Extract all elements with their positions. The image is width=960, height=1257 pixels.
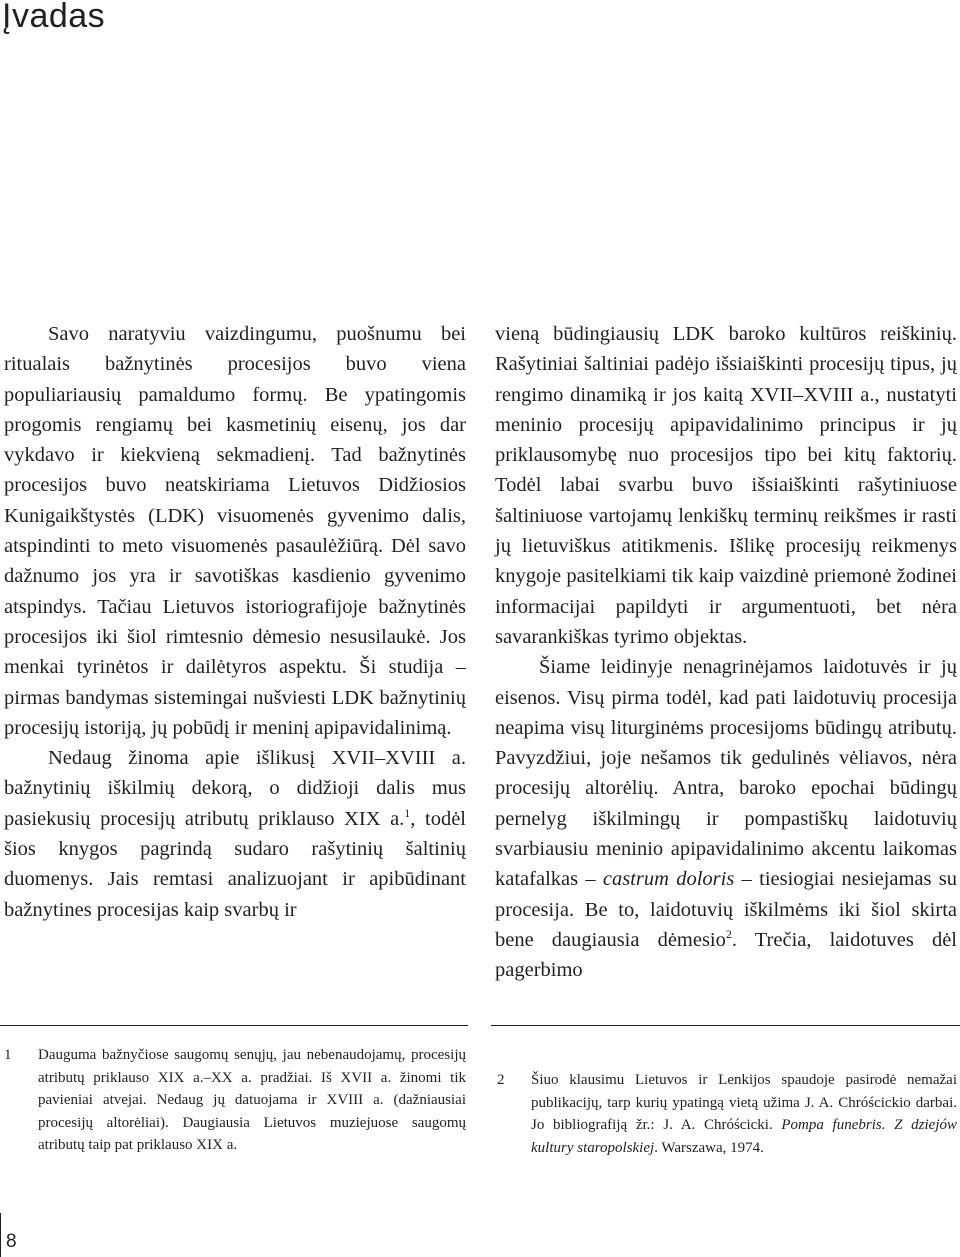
paragraph-text: , todėl šios knygos pagrindą sudaro rašytinių šaltinių duomenys. Jais remtasi analizuojant ir apibūdinant bažnytines procesijas kaip svarbų ir xyxy=(4,807,466,921)
paragraph-text: Nedaug žinoma apie išlikusį XVII–XVIII a. bažnytinių iškilmių dekorą, o didžioji dalis mus pasiekusių procesijų atributų priklauso XIX a. xyxy=(4,747,466,830)
footnote-text xyxy=(531,1069,957,1159)
footnote-divider-right xyxy=(491,1025,960,1026)
italic-term: castrum doloris xyxy=(602,868,735,891)
page-title: Įvadas xyxy=(2,0,106,35)
footnote-text-part: . Warszawa, 1974. xyxy=(654,1139,764,1156)
footnote-text-part: Šiuo klausimu Lietuvos ir Lenkijos spaudoje pasirodė nemažai publikacijų, tarp kurių ypatingą vietą užima J. A. Chróścickio darbai. Jo bibliografiją žr.: J. A. Chróścicki. xyxy=(531,1072,957,1134)
left-column xyxy=(4,319,466,925)
paragraph-decor xyxy=(4,743,466,925)
page-edge-line xyxy=(0,1213,1,1257)
paragraph-text: vieną būdingiausių LDK baroko kultūros reiškinių. Rašytiniai šaltiniai padėjo išsiaiškinti procesijų tipus, jų rengimo dinamiką ir jos kaitą XVII–XVIII a., nustatyti meninio procesijų apipavidalinimo principus ir jų priklausomybę nuo procesijos tipo bei kitų faktorių. Todėl labai svarbu buvo išsiaiškinti rašytiniuose šaltiniuose vartojamų lenkiškų terminų reikšmes ir rasti jų lietuviškus atitikmenis. Išlikę procesijų reikmenys knygoje pasitelkiami tik kaip vaizdinė priemonė žodinei informacijai papildyti ir argumentuoti, bet nėra savarankiškas tyrimo objektas. xyxy=(495,323,957,648)
paragraph-text: – tiesiogiai nesiejamas su procesija. Be to, laidotuvių iškilmėms iki šiol skirta bene daugiausia dėmesio xyxy=(495,868,957,951)
footnote-text: Dauguma bažnyčiose saugomų senųjų, jau nebenaudojamų, procesijų atributų priklauso XIX a.–XX a. pradžiai. Iš XVII a. žinomi tik pavieniai atvejai. Nedaug jų datuojama ir XVIII a. (dažniausiai procesijų altorėliai). Daugiausia Lietuvos muziejuose saugomų atributų taip pat priklauso XIX a. xyxy=(38,1047,466,1154)
paragraph-funerals xyxy=(495,652,957,985)
paragraph-text: Šiame leidinyje nenagrinėjamos laidotuvės ir jų eisenos. Visų pirma todėl, kad pati laidotuvių procesija neapima visų liturginėms procesijoms būdingų atributų. Pavyzdžiui, joje nešamos tik gedulinės vėliavos, nėra procesijų altorėlių. Antra, baroko epochai būdingų pernelyg iškilmingų ir pompastiškų laidotuvių svarbiausiu meninio apipavidalinimo akcentu laikomas katafalkas – xyxy=(495,656,957,891)
footnote-ref-1[interactable]: 1 xyxy=(404,805,411,820)
footnote-divider-left xyxy=(0,1025,468,1026)
italic-book-title: Pompa funebris. Z dziejów kultury staropolskiej xyxy=(531,1117,957,1156)
paragraph-continued xyxy=(495,319,957,652)
footnote-2 xyxy=(497,1069,959,1159)
paragraph-intro xyxy=(4,319,466,743)
footnote-number: 2 xyxy=(497,1072,505,1088)
footnote-1 xyxy=(4,1044,466,1157)
page-number: 8 xyxy=(6,1231,17,1252)
footnote-number: 1 xyxy=(4,1047,12,1063)
footnote-ref-2[interactable]: 2 xyxy=(725,927,732,942)
paragraph-text: Savo naratyviu vaizdingumu, puošnumu bei ritualais bažnytinės procesijos buvo viena populiariausių pamaldumo formų. Be ypatingomis progomis rengiamų bei kasmetinių eisenų, jos dar vykdavo ir kiekvieną sekmadienį. Tad bažnytinės procesijos buvo neatskiriama Lietuvos Didžiosios Kunigaikštystės (LDK) visuomenės gyvenimo dalis, atspindinti to meto visuomenės pasaulėžiūrą. Dėl savo dažnumo jos yra ir savotiškas kasdienio gyvenimo atspindys. Tačiau Lietuvos istoriografijoje bažnytinės procesijos iki šiol rimtesnio dėmesio nesusilaukė. Jos menkai tyrinėtos ir dailėtyros aspektu. Ši studija – pirmas bandymas sistemingai nušviesti LDK bažnytinių procesijų istoriją, jų pobūdį ir meninį apipavidalinimą. xyxy=(4,323,466,739)
paragraph-text: . Trečia, laidotuves dėl pagerbimo xyxy=(495,928,957,982)
right-column xyxy=(495,319,957,986)
